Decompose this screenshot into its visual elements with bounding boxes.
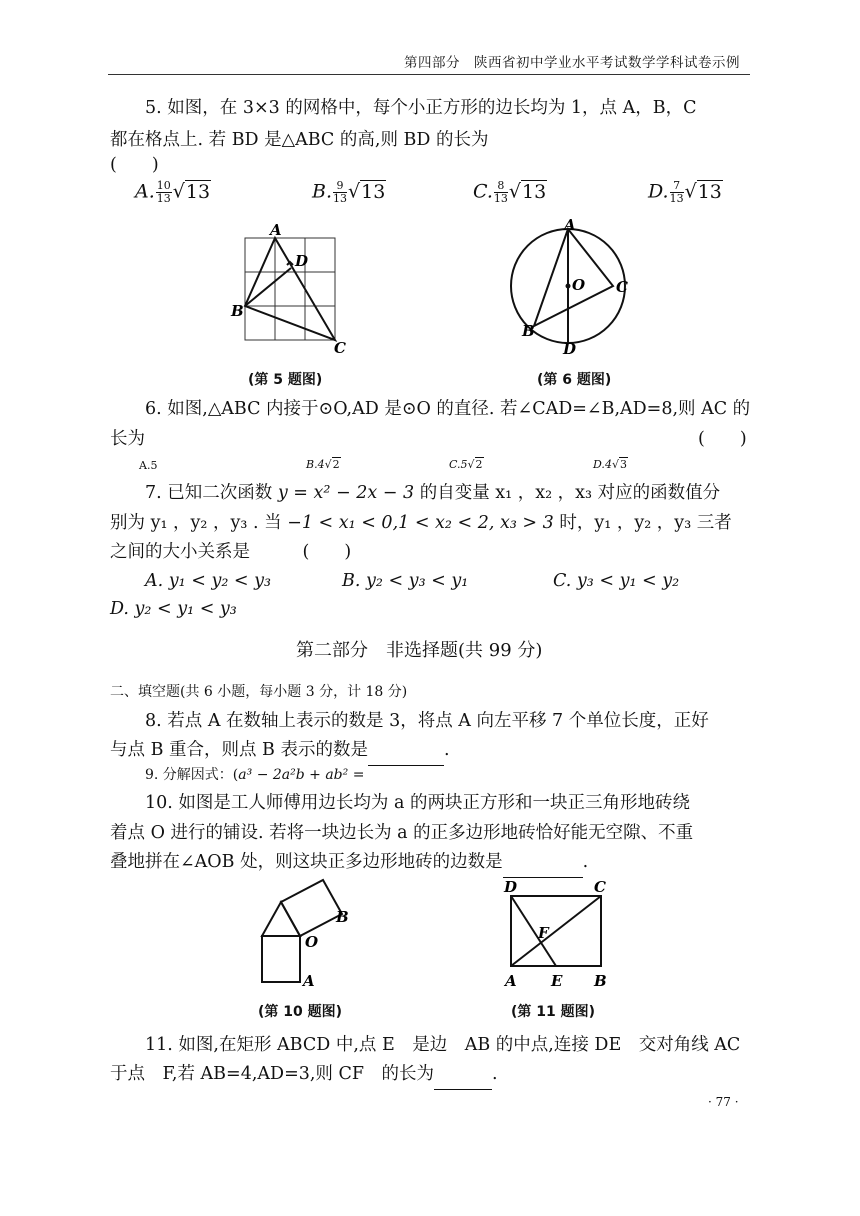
- q11-label-c: C: [594, 878, 606, 896]
- q5-label-c: C: [334, 339, 346, 357]
- q6-label-c: C: [616, 278, 628, 296]
- q11-line1: 11. 如图,在矩形 ABCD 中,点 E 是边 AB 的中点,连接 DE 交对角线 AC: [145, 1035, 741, 1055]
- header-rule: [108, 74, 750, 75]
- q6-caption: (第 6 题图): [537, 372, 612, 388]
- q6-label-o: O: [572, 276, 586, 294]
- q5-figure: [225, 222, 355, 357]
- q11-line2: 于点 F,若 AB=4,AD=3,则 CF 的长为 .: [110, 1059, 498, 1090]
- q6-label-a: A: [564, 218, 576, 234]
- q5-line1: 5. 如图，在 3×3 的网格中，每个小正方形的边长均为 1，点 A，B，C: [145, 98, 697, 118]
- q10-label-a: A: [303, 972, 315, 990]
- q11-label-f: F: [538, 924, 549, 942]
- q5-label-b: B: [231, 302, 244, 320]
- q5-option-a[interactable]: A. $\frac{10}{13}$ √13: [135, 179, 211, 205]
- q7-option-a[interactable]: A. y₁ < y₂ < y₃: [145, 571, 272, 591]
- q7-line1: 7. 已知二次函数 y = x² − 2x − 3 的自变量 x₁ ，x₂ ，x₃ 对应的函数值分: [145, 483, 721, 503]
- q6-label-d: D: [563, 340, 577, 358]
- q6-label-b: B: [522, 322, 535, 340]
- q11-label-b: B: [594, 972, 607, 990]
- q8-line2: 与点 B 重合，则点 B 表示的数是 .: [110, 735, 450, 766]
- q7-option-b[interactable]: B. y₂ < y₃ < y₁: [342, 571, 469, 591]
- q10-line1: 10. 如图是工人师傅用边长均为 a 的两块正方形和一块正三角形地砖绕: [145, 793, 690, 813]
- q6-option-d[interactable]: D.4√3: [593, 458, 627, 471]
- q11-label-d: D: [504, 878, 518, 896]
- q6-option-b[interactable]: B.4√2: [306, 458, 340, 471]
- q6-option-c[interactable]: C.5√2: [449, 458, 483, 471]
- q7-line3: 之间的大小关系是 ( ): [110, 542, 352, 562]
- q5-line2: 都在格点上. 若 BD 是△ABC 的高,则 BD 的长为: [110, 130, 489, 150]
- q6-line1: 6. 如图,△ABC 内接于⊙O,AD 是⊙O 的直径. 若∠CAD=∠B,AD=8,则 AC 的: [145, 399, 751, 419]
- section2-heading: 二、填空题(共 6 小题，每小题 3 分，计 18 分): [110, 684, 408, 700]
- q11-label-a: A: [505, 972, 517, 990]
- q10-caption: (第 10 题图): [258, 1004, 343, 1020]
- q8-line1: 8. 若点 A 在数轴上表示的数是 3，将点 A 向左平移 7 个单位长度，正好: [145, 711, 709, 731]
- q11-caption: (第 11 题图): [511, 1004, 596, 1020]
- q11-label-e: E: [551, 972, 563, 990]
- q6-line2: 长为: [110, 429, 145, 449]
- q11-figure: [498, 876, 618, 994]
- q5-label-d: D: [295, 252, 309, 270]
- q5-option-c[interactable]: C. $\frac{8}{13}$ √13: [473, 179, 547, 205]
- q5-option-d[interactable]: D. $\frac{7}{13}$ √13: [648, 179, 722, 205]
- page-number: · 77 ·: [708, 1095, 739, 1109]
- part2-title: 第二部分 非选择题(共 99 分): [296, 640, 543, 661]
- q7-line2: 别为 y₁ ，y₂ ，y₃ . 当 −1 < x₁ < 0,1 < x₂ < 2, x₃ > 3 时，y₁ ，y₂ ，y₃ 三者: [110, 513, 732, 533]
- q10-line2: 着点 O 进行的铺设. 若将一块边长为 a 的正多边形地砖恰好能无空隙、不重: [110, 823, 694, 843]
- q10-line3: 叠地拼在∠AOB 处，则这块正多边形地砖的边数是 .: [110, 847, 588, 878]
- page-header: 第四部分 陕西省初中学业水平考试数学学科试卷示例: [404, 55, 740, 71]
- q5-caption: (第 5 题图): [248, 372, 323, 388]
- q5-label-a: A: [270, 222, 282, 239]
- q5-option-b[interactable]: B. $\frac{9}{13}$ √13: [312, 179, 386, 205]
- q10-figure: [248, 876, 358, 994]
- q6-paren: ( ): [698, 429, 747, 449]
- q5-paren: ( ): [110, 155, 159, 175]
- q9-line: 9. 分解因式：(a³ − 2a²b + ab² =: [145, 767, 365, 783]
- q7-option-c[interactable]: C. y₃ < y₁ < y₂: [553, 571, 680, 591]
- q6-option-a[interactable]: A.5: [139, 459, 158, 472]
- q10-label-b: B: [336, 908, 349, 926]
- q7-option-d[interactable]: D. y₂ < y₁ < y₃: [110, 599, 237, 619]
- q6-figure: [508, 218, 638, 358]
- q10-label-o: O: [305, 933, 319, 951]
